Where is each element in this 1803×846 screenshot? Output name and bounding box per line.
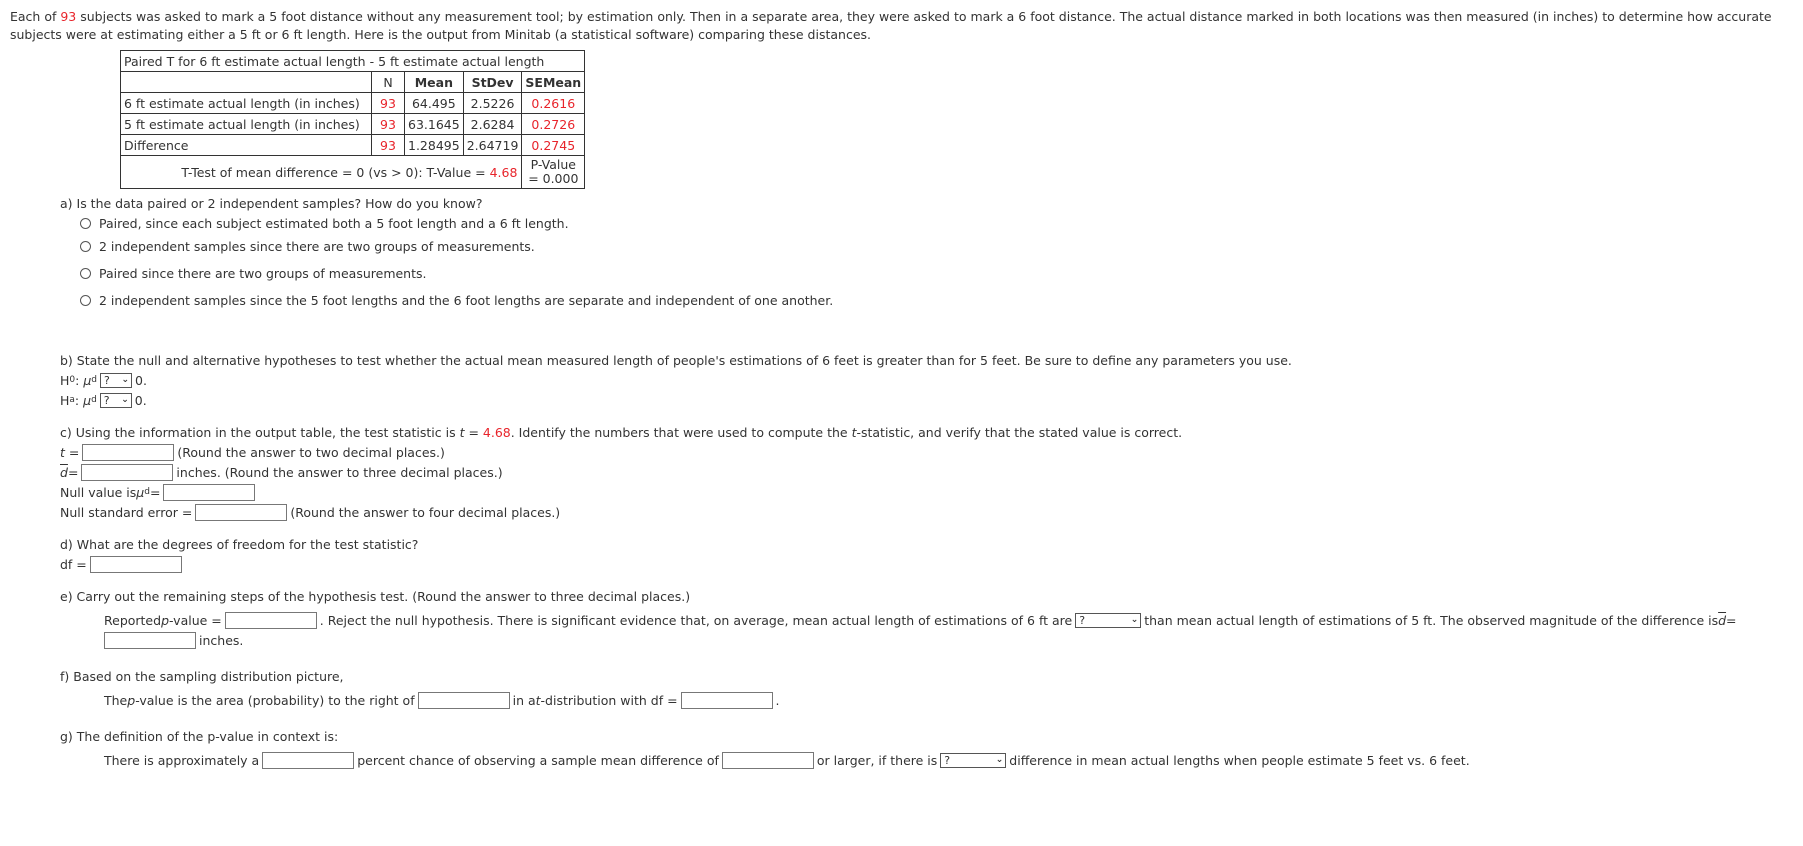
chevron-down-icon: ⌄: [121, 375, 129, 385]
header-mean: Mean: [405, 72, 464, 93]
question-f: [60, 668, 1793, 710]
null-value-line: Null value is μ d =: [60, 482, 1793, 502]
observed-difference-input[interactable]: [104, 632, 196, 649]
t-statistic-value: 4.68: [482, 425, 511, 440]
option-a-4[interactable]: 2 independent samples since the 5 foot lengths and the 6 foot lengths are separate and independent of one another.: [80, 287, 1793, 314]
question-b: [60, 352, 1793, 410]
question-e: [60, 588, 1793, 650]
p-value-input[interactable]: [225, 612, 317, 629]
question-a: [60, 195, 1793, 314]
radio-button[interactable]: [80, 218, 91, 229]
df-input[interactable]: [90, 556, 182, 573]
header-semean: SEMean: [522, 72, 585, 93]
null-standard-error-input[interactable]: [195, 504, 287, 521]
dbar-input[interactable]: [81, 464, 173, 481]
pvalue-cell: P-Value = 0.000: [522, 156, 585, 189]
option-a-2[interactable]: 2 independent samples since there are two groups of measurements.: [80, 233, 1793, 260]
difference-select[interactable]: ? ⌄: [940, 753, 1006, 768]
header-n: N: [372, 72, 405, 93]
t-statistic-input[interactable]: [82, 444, 174, 461]
radio-button[interactable]: [80, 268, 91, 279]
question-c: [60, 424, 1793, 522]
ha-select[interactable]: ? ⌄: [100, 393, 132, 408]
question-a-text: a) Is the data paired or 2 independent samples? How do you know?: [60, 196, 483, 211]
radio-button[interactable]: [80, 295, 91, 306]
question-b-text: b) State the null and alternative hypotheses to test whether the actual mean measured length of people's estimations of 6 feet is greater than for 5 feet. Be sure to define any parameters you use.: [60, 353, 1292, 368]
minitab-output-table: [120, 50, 585, 189]
sample-mean-difference-input[interactable]: [722, 752, 814, 769]
table-row: 6 ft estimate actual length (in inches) 93 64.495 2.5226 0.2616: [121, 93, 585, 114]
question-d-text: d) What are the degrees of freedom for the test statistic?: [60, 537, 419, 552]
radio-button[interactable]: [80, 241, 91, 252]
percent-chance-input[interactable]: [262, 752, 354, 769]
comparison-select[interactable]: ? ⌄: [1075, 613, 1141, 628]
table-title: Paired T for 6 ft estimate actual length - 5 ft estimate actual length: [121, 51, 585, 72]
ttest-text: T-Test of mean difference = 0 (vs > 0): T-Value =: [181, 164, 490, 180]
h0-line: H 0 : μ d ? ⌄ 0.: [60, 372, 147, 388]
df-line: df =: [60, 554, 1793, 574]
null-se-line: Null standard error = (Round the answer to four decimal places.): [60, 504, 561, 520]
chevron-down-icon: ⌄: [121, 395, 129, 405]
ttest-value: 4.68: [489, 164, 518, 180]
chevron-down-icon: ⌄: [995, 755, 1004, 765]
option-a-1[interactable]: Paired, since each subject estimated both a 5 foot length and a 6 ft length.: [80, 213, 1793, 233]
f-line: The p -value is the area (probability) to the right of in a t -distribution with df = .: [104, 692, 780, 708]
question-g: [60, 728, 1793, 770]
header-stdev: StDev: [463, 72, 522, 93]
table-row: Difference 93 1.28495 2.64719 0.2745: [121, 135, 585, 156]
option-a-3[interactable]: Paired since there are two groups of measurements.: [80, 260, 1793, 287]
h0-select[interactable]: ? ⌄: [100, 373, 132, 388]
null-value-input[interactable]: [163, 484, 255, 501]
right-of-value-input[interactable]: [418, 692, 510, 709]
e-line-1: Reported p -value = . Reject the null hypothesis. There is significant evidence that, on average, mean actual length of estimations of 6 ft are ? ⌄ than mean actual length of estimations of 5 ft. The observed magnitude of the difference is $\overline{d}$ =: [104, 612, 1737, 628]
question-d: [60, 536, 1793, 574]
problem-intro: Each of 93 subjects was asked to mark a 5 foot distance without any measurement tool; by estimation only. Then in a separate area, they were asked to mark a 6 foot distance. The actual distance marked in both locations was then measured (in inches) to determine how accurate subjects were at estimating either a 5 ft or 6 ft length. Here is the output from Minitab (a statistical software) comparing these distances.: [10, 9, 1772, 42]
e-line-2: inches.: [101, 630, 1793, 650]
ttest-row: [121, 156, 585, 189]
question-e-text: e) Carry out the remaining steps of the hypothesis test. (Round the answer to three decimal places.): [60, 589, 691, 604]
ha-line: H a : μ d ? ⌄ 0.: [60, 392, 147, 408]
f-df-input[interactable]: [681, 692, 773, 709]
question-c-text: c) Using the information in the output table, the test statistic is t = 4.68. Identify the numbers that were used to compute the t-statistic, and verify that the stated value is correct.: [60, 425, 1183, 440]
g-line: There is approximately a percent chance of observing a sample mean difference of or larger, if there is ? ⌄ difference in mean actual lengths when people estimate 5 feet vs. 6 feet.: [104, 752, 1470, 768]
subject-count: 93: [60, 9, 77, 24]
chevron-down-icon: ⌄: [1130, 615, 1139, 625]
t-line: t = (Round the answer to two decimal places.): [60, 444, 445, 460]
dbar-line: $\overline{d}$ = inches. (Round the answer to three decimal places.): [60, 464, 503, 480]
table-row: 5 ft estimate actual length (in inches) 93 63.1645 2.6284 0.2726: [121, 114, 585, 135]
question-g-text: g) The definition of the p-value in context is:: [60, 729, 339, 744]
question-f-text: f) Based on the sampling distribution picture,: [60, 669, 344, 684]
